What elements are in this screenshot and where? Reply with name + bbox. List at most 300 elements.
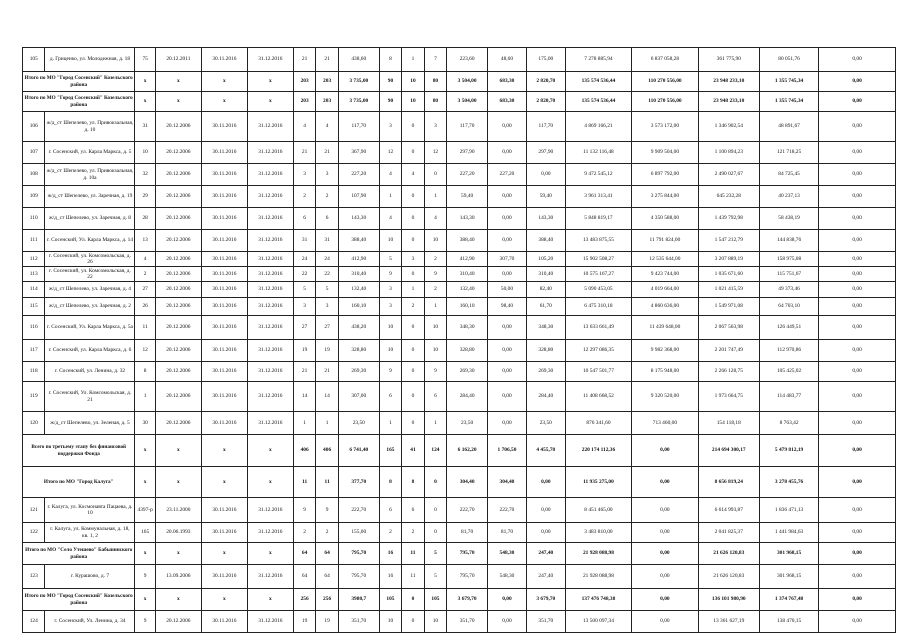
value-cell-16: 11 408 668,52 [565, 382, 631, 412]
value-cell-14: 0,00 [488, 316, 527, 340]
value-cell-20: 0,00 [819, 72, 896, 92]
value-cell-3: 9 [135, 611, 155, 633]
value-cell-19: 115 751,67 [759, 267, 818, 282]
value-cell-8: 9 [316, 498, 338, 523]
value-cell-7: 64 [293, 543, 315, 565]
value-cell-5: 30.11.2016 [201, 252, 247, 267]
value-cell-3: 10 [135, 142, 155, 164]
address-cell: г. Калуга, ул. Космонавта Пацаева, д. 10 [45, 498, 135, 523]
value-cell-17: 3 573 172,00 [632, 112, 698, 142]
value-cell-8: 2 [316, 186, 338, 208]
value-cell-20: 0,00 [819, 92, 896, 112]
value-cell-3: 165 [135, 523, 155, 543]
value-cell-20: 0,00 [819, 435, 896, 467]
value-cell-6: x [247, 435, 293, 467]
value-cell-19: 1 355 745,34 [759, 72, 818, 92]
value-cell-14: 50,00 [488, 282, 527, 298]
value-cell-15: 4 455,70 [526, 435, 565, 467]
value-cell-10: 3 [379, 298, 401, 316]
value-cell-9: 795,70 [338, 543, 379, 565]
value-cell-13: 304,40 [447, 467, 488, 498]
value-cell-9: 310,40 [338, 267, 379, 282]
value-cell-6: 31.12.2016 [247, 565, 293, 589]
value-cell-20: 0,00 [819, 267, 896, 282]
value-cell-19: 40 237,13 [759, 186, 818, 208]
row-number-cell: 107 [23, 142, 45, 164]
value-cell-16: 12 297 086,35 [565, 340, 631, 362]
total-row [23, 467, 896, 498]
address-cell: г. Сосенский, Ул. Карла Маркса, д. 14 [45, 230, 135, 252]
value-cell-11: 4 [402, 164, 424, 186]
value-cell-14: 304,40 [488, 467, 527, 498]
value-cell-7: 24 [293, 252, 315, 267]
value-cell-4: 20.12.2011 [155, 48, 201, 72]
value-cell-9: 3980,7 [338, 589, 379, 611]
value-cell-6: x [247, 72, 293, 92]
value-cell-12: 1 [424, 186, 446, 208]
value-cell-9: 160,10 [338, 298, 379, 316]
value-cell-9: 269,30 [338, 362, 379, 382]
value-cell-17: 9 982 368,00 [632, 340, 698, 362]
value-cell-8: 3 [316, 164, 338, 186]
value-cell-8: 21 [316, 142, 338, 164]
total-label-cell: Итого по МО "Село Утешево" Бабынинского района [23, 543, 135, 565]
value-cell-18: 1 100 894,23 [698, 142, 759, 164]
value-cell-13: 3 504,00 [447, 92, 488, 112]
value-cell-19: 112 970,86 [759, 340, 818, 362]
value-cell-5: x [201, 467, 247, 498]
value-cell-13: 117,70 [447, 112, 488, 142]
value-cell-9: 132,40 [338, 282, 379, 298]
value-cell-3: 28 [135, 208, 155, 230]
value-cell-4: x [155, 72, 201, 92]
value-cell-15: 2 820,70 [526, 92, 565, 112]
value-cell-11: 8 [402, 467, 424, 498]
value-cell-17: 9 909 504,00 [632, 142, 698, 164]
value-cell-18: 2 041 825,37 [698, 523, 759, 543]
value-cell-10: 4 [379, 164, 401, 186]
row-number-cell: 105 [23, 48, 45, 72]
value-cell-4: x [155, 467, 201, 498]
value-cell-6: x [247, 543, 293, 565]
value-cell-16: 13 633 661,49 [565, 316, 631, 340]
value-cell-11: 2 [402, 298, 424, 316]
value-cell-17: 0,00 [632, 467, 698, 498]
value-cell-5: 30.11.2016 [201, 208, 247, 230]
value-cell-9: 388,40 [338, 230, 379, 252]
value-cell-11: 0 [402, 267, 424, 282]
value-cell-6: 31.12.2016 [247, 316, 293, 340]
value-cell-18: 2 067 563,98 [698, 316, 759, 340]
value-cell-15: 351,70 [526, 611, 565, 633]
value-cell-14: 0,00 [488, 340, 527, 362]
value-cell-17: 6 897 792,00 [632, 164, 698, 186]
value-cell-3: 9 [135, 565, 155, 589]
address-cell: ж/д_ст Шепелево, ул. Зеленая, д. 5 [45, 412, 135, 435]
table-row [23, 316, 896, 340]
value-cell-9: 795,70 [338, 565, 379, 589]
value-cell-16: 3 483 810,00 [565, 523, 631, 543]
value-cell-16: 10 575 167,27 [565, 267, 631, 282]
value-cell-12: 124 [424, 435, 446, 467]
value-cell-15: 348,30 [526, 316, 565, 340]
value-cell-10: 105 [379, 589, 401, 611]
table-row [23, 142, 896, 164]
value-cell-20: 0,00 [819, 230, 896, 252]
table-row [23, 267, 896, 282]
value-cell-20: 0,00 [819, 316, 896, 340]
value-cell-13: 348,30 [447, 316, 488, 340]
value-cell-19: 1 836 471,13 [759, 498, 818, 523]
total-label-cell: Итого по МО "Город Калуга" [23, 467, 135, 498]
value-cell-13: 143,30 [447, 208, 488, 230]
value-cell-9: 377,70 [338, 467, 379, 498]
value-cell-17: 4 350 588,00 [632, 208, 698, 230]
value-cell-10: 1 [379, 186, 401, 208]
value-cell-7: 2 [293, 523, 315, 543]
value-cell-16: 21 928 088,98 [565, 543, 631, 565]
value-cell-17: 0,00 [632, 435, 698, 467]
value-cell-5: 30.11.2016 [201, 316, 247, 340]
value-cell-10: 165 [379, 435, 401, 467]
value-cell-4: 20.12.2006 [155, 382, 201, 412]
value-cell-17: 110 270 556,00 [632, 92, 698, 112]
value-cell-5: 30.11.2016 [201, 267, 247, 282]
table-row [23, 298, 896, 316]
value-cell-9: 6 741,40 [338, 435, 379, 467]
value-cell-8: 31 [316, 230, 338, 252]
value-cell-13: 3 679,70 [447, 589, 488, 611]
value-cell-7: 11 [293, 467, 315, 498]
value-cell-8: 4 [316, 112, 338, 142]
value-cell-18: 1 035 671,60 [698, 267, 759, 282]
value-cell-14: 548,30 [488, 543, 527, 565]
address-cell: г. Сосенский, Ул. Ленина, д. 34 [45, 611, 135, 633]
value-cell-5: 30.11.2016 [201, 298, 247, 316]
total-label-cell: Итого по МО "Город Сосенский" Козельского района [23, 589, 135, 611]
total-label-cell: Всего по третьему этапу без финансовой поддержки Фонда [23, 435, 135, 467]
value-cell-18: 2 266 128,75 [698, 362, 759, 382]
row-number-cell: 119 [23, 382, 45, 412]
address-cell: г. Сосенский, Ул. Комсомольская, д. 21 [45, 382, 135, 412]
value-cell-9: 351,70 [338, 611, 379, 633]
value-cell-18: 13 361 627,19 [698, 611, 759, 633]
value-cell-11: 2 [402, 523, 424, 543]
value-cell-4: 20.12.2006 [155, 362, 201, 382]
value-cell-18: 214 694 300,17 [698, 435, 759, 467]
value-cell-15: 284,40 [526, 382, 565, 412]
value-cell-17: 8 175 948,00 [632, 362, 698, 382]
value-cell-10: 6 [379, 498, 401, 523]
value-cell-17: 11 791 824,00 [632, 230, 698, 252]
value-cell-14: 222,70 [488, 498, 527, 523]
value-cell-11: 11 [402, 543, 424, 565]
value-cell-12: 5 [424, 565, 446, 589]
value-cell-15: 0,00 [526, 164, 565, 186]
value-cell-4: x [155, 435, 201, 467]
value-cell-5: 30.11.2016 [201, 282, 247, 298]
total-label-cell: Итого по МО "Город Сосенский" Козельского района [23, 72, 135, 92]
value-cell-10: 16 [379, 565, 401, 589]
value-cell-10: 6 [379, 382, 401, 412]
value-cell-20: 0,00 [819, 142, 896, 164]
value-cell-16: 8 451 465,00 [565, 498, 631, 523]
value-cell-5: x [201, 72, 247, 92]
value-cell-13: 795,70 [447, 565, 488, 589]
value-cell-3: 4397-р [135, 498, 155, 523]
value-cell-12: 4 [424, 208, 446, 230]
value-cell-12: 0 [424, 523, 446, 543]
value-cell-7: 3 [293, 164, 315, 186]
value-cell-14: 0,00 [488, 611, 527, 633]
value-cell-14: 307,70 [488, 252, 527, 267]
value-cell-12: 7 [424, 48, 446, 72]
value-cell-6: 31.12.2016 [247, 164, 293, 186]
value-cell-3: 26 [135, 298, 155, 316]
table-row [23, 164, 896, 186]
value-cell-6: 31.12.2016 [247, 267, 293, 282]
value-cell-19: 1 374 767,48 [759, 589, 818, 611]
value-cell-8: 21 [316, 48, 338, 72]
value-cell-11: 0 [402, 230, 424, 252]
value-cell-19: 5 479 812,19 [759, 435, 818, 467]
table-row [23, 340, 896, 362]
value-cell-18: 2 201 747,49 [698, 340, 759, 362]
value-cell-13: 351,70 [447, 611, 488, 633]
value-cell-16: 21 928 088,98 [565, 565, 631, 589]
value-cell-15: 82,40 [526, 282, 565, 298]
value-cell-14: 81,70 [488, 523, 527, 543]
row-number-cell: 108 [23, 164, 45, 186]
value-cell-18: 2 490 027,67 [698, 164, 759, 186]
value-cell-19: 3 278 455,76 [759, 467, 818, 498]
value-cell-19: 49 373,46 [759, 282, 818, 298]
table-row [23, 230, 896, 252]
value-cell-10: 90 [379, 72, 401, 92]
value-cell-15: 3 679,70 [526, 589, 565, 611]
table-row [23, 112, 896, 142]
table-row [23, 523, 896, 543]
value-cell-16: 137 476 748,38 [565, 589, 631, 611]
value-cell-12: 10 [424, 611, 446, 633]
value-cell-7: 64 [293, 565, 315, 589]
value-cell-19: 105 425,02 [759, 362, 818, 382]
value-cell-3: x [135, 72, 155, 92]
value-cell-20: 0,00 [819, 589, 896, 611]
value-cell-8: 27 [316, 316, 338, 340]
value-cell-4: 20.12.2006 [155, 316, 201, 340]
total-row [23, 543, 896, 565]
address-cell: г. Курашово, д. 7 [45, 565, 135, 589]
value-cell-4: 23.11.2000 [155, 498, 201, 523]
value-cell-14: 48,60 [488, 48, 527, 72]
value-cell-18: 645 232,28 [698, 186, 759, 208]
value-cell-20: 0,00 [819, 282, 896, 298]
value-cell-20: 0,00 [819, 611, 896, 633]
value-cell-17: 9 423 744,00 [632, 267, 698, 282]
value-cell-3: 31 [135, 112, 155, 142]
value-cell-4: 20.12.2006 [155, 298, 201, 316]
value-cell-8: 5 [316, 282, 338, 298]
value-cell-16: 135 574 536,44 [565, 72, 631, 92]
value-cell-10: 12 [379, 142, 401, 164]
value-cell-10: 2 [379, 523, 401, 543]
value-cell-11: 1 [402, 282, 424, 298]
address-cell: ж/д_ст Шепелево, ул. Заречная, д. 4 [45, 282, 135, 298]
value-cell-7: 21 [293, 48, 315, 72]
value-cell-13: 388,40 [447, 230, 488, 252]
value-cell-13: 132,40 [447, 282, 488, 298]
value-cell-12: 9 [424, 267, 446, 282]
value-cell-17: 4 860 636,00 [632, 298, 698, 316]
value-cell-11: 0 [402, 412, 424, 435]
row-number-cell: 123 [23, 565, 45, 589]
value-cell-15: 310,40 [526, 267, 565, 282]
value-cell-20: 0,00 [819, 523, 896, 543]
table-row [23, 186, 896, 208]
value-cell-10: 16 [379, 543, 401, 565]
value-cell-10: 9 [379, 362, 401, 382]
value-cell-7: 9 [293, 498, 315, 523]
value-cell-15: 143,30 [526, 208, 565, 230]
value-cell-20: 0,00 [819, 498, 896, 523]
value-cell-10: 10 [379, 340, 401, 362]
row-number-cell: 115 [23, 298, 45, 316]
row-number-cell: 114 [23, 282, 45, 298]
value-cell-18: 1 021 415,59 [698, 282, 759, 298]
value-cell-7: 2 [293, 186, 315, 208]
value-cell-5: 30.11.2016 [201, 186, 247, 208]
value-cell-17: 0,00 [632, 565, 698, 589]
table-row [23, 252, 896, 267]
value-cell-8: 1 [316, 412, 338, 435]
value-cell-17: 0,00 [632, 498, 698, 523]
value-cell-19: 301 968,15 [759, 565, 818, 589]
value-cell-12: 80 [424, 72, 446, 92]
value-cell-11: 0 [402, 382, 424, 412]
value-cell-3: 29 [135, 186, 155, 208]
value-cell-15: 297,90 [526, 142, 565, 164]
value-cell-16: 9 472 545,12 [565, 164, 631, 186]
value-cell-13: 223,60 [447, 48, 488, 72]
value-cell-8: 64 [316, 543, 338, 565]
value-cell-8: 203 [316, 72, 338, 92]
value-cell-10: 9 [379, 267, 401, 282]
address-cell: ж/д_ст Шепелево, ул. Заречная, д. 19 [45, 186, 135, 208]
value-cell-8: 21 [316, 362, 338, 382]
value-cell-13: 297,90 [447, 142, 488, 164]
address-cell: ж/д_ст Шепелево, ул. Привокзальная, д. 10а [45, 164, 135, 186]
value-cell-7: 203 [293, 92, 315, 112]
value-cell-13: 222,70 [447, 498, 488, 523]
value-cell-18: 1 346 902,54 [698, 112, 759, 142]
value-cell-15: 328,80 [526, 340, 565, 362]
value-cell-14: 1 706,50 [488, 435, 527, 467]
value-cell-11: 0 [402, 112, 424, 142]
value-cell-10: 3 [379, 282, 401, 298]
value-cell-20: 0,00 [819, 467, 896, 498]
value-cell-17: 0,00 [632, 543, 698, 565]
value-cell-6: 31.12.2016 [247, 523, 293, 543]
table-row [23, 565, 896, 589]
value-cell-13: 23,50 [447, 412, 488, 435]
total-row [23, 92, 896, 112]
value-cell-6: x [247, 92, 293, 112]
value-cell-3: 30 [135, 412, 155, 435]
value-cell-6: x [247, 589, 293, 611]
value-cell-20: 0,00 [819, 543, 896, 565]
value-cell-14: 0,00 [488, 186, 527, 208]
value-cell-19: 138 470,15 [759, 611, 818, 633]
value-cell-11: 10 [402, 92, 424, 112]
value-cell-20: 0,00 [819, 382, 896, 412]
value-cell-6: 31.12.2016 [247, 362, 293, 382]
value-cell-4: 20.12.2006 [155, 340, 201, 362]
value-cell-19: 1 441 984,63 [759, 523, 818, 543]
value-cell-15: 61,70 [526, 298, 565, 316]
value-cell-6: 31.12.2016 [247, 611, 293, 633]
value-cell-15: 59,40 [526, 186, 565, 208]
table-row [23, 282, 896, 298]
value-cell-14: 0,00 [488, 267, 527, 282]
value-cell-3: 8 [135, 362, 155, 382]
value-cell-19: 1 355 745,34 [759, 92, 818, 112]
value-cell-19: 114 483,77 [759, 382, 818, 412]
value-cell-18: 23 948 233,10 [698, 72, 759, 92]
table-row [23, 498, 896, 523]
value-cell-13: 81,70 [447, 523, 488, 543]
value-cell-8: 2 [316, 523, 338, 543]
value-cell-15: 0,00 [526, 467, 565, 498]
value-cell-12: 10 [424, 316, 446, 340]
row-number-cell: 118 [23, 362, 45, 382]
value-cell-4: 20.12.2006 [155, 186, 201, 208]
row-number-cell: 124 [23, 611, 45, 633]
row-number-cell: 117 [23, 340, 45, 362]
value-cell-9: 3 735,00 [338, 72, 379, 92]
value-cell-16: 15 902 508,27 [565, 252, 631, 267]
value-cell-16: 3 961 313,41 [565, 186, 631, 208]
value-cell-17: 11 439 648,00 [632, 316, 698, 340]
value-cell-18: 21 626 120,83 [698, 565, 759, 589]
value-cell-15: 2 820,70 [526, 72, 565, 92]
value-cell-4: x [155, 543, 201, 565]
value-cell-7: 31 [293, 230, 315, 252]
value-cell-11: 0 [402, 362, 424, 382]
value-cell-5: 30.11.2016 [201, 362, 247, 382]
value-cell-12: 0 [424, 467, 446, 498]
value-cell-6: 31.12.2016 [247, 340, 293, 362]
value-cell-19: 64 703,10 [759, 298, 818, 316]
value-cell-7: 203 [293, 72, 315, 92]
value-cell-4: 20.12.2006 [155, 252, 201, 267]
row-number-cell: 109 [23, 186, 45, 208]
value-cell-10: 3 [379, 112, 401, 142]
value-cell-18: 361 775,90 [698, 48, 759, 72]
value-cell-12: 6 [424, 382, 446, 412]
value-cell-15: 105,20 [526, 252, 565, 267]
value-cell-8: 6 [316, 208, 338, 230]
table-row [23, 382, 896, 412]
value-cell-9: 438,60 [338, 48, 379, 72]
value-cell-5: 30.11.2016 [201, 142, 247, 164]
value-cell-19: 58 438,19 [759, 208, 818, 230]
value-cell-12: 0 [424, 164, 446, 186]
value-cell-20: 0,00 [819, 252, 896, 267]
row-number-cell: 112 [23, 252, 45, 267]
value-cell-18: 1 439 792,98 [698, 208, 759, 230]
value-cell-4: 20.06.1993 [155, 523, 201, 543]
